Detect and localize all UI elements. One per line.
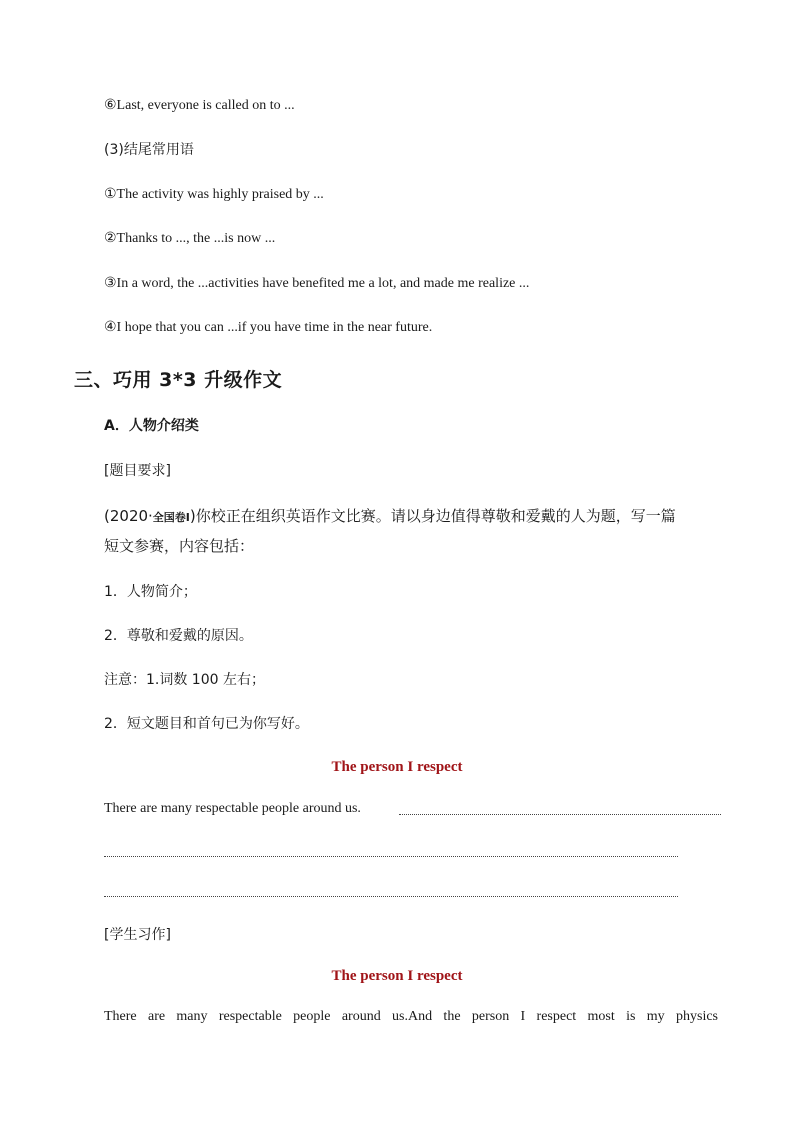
essay-title: The person I respect <box>331 759 463 775</box>
task-source-close: ) <box>189 507 196 525</box>
ending-header: (3)结尾常用语 <box>104 142 194 158</box>
ending-item-2: ②Thanks to ..., the ...is now ... <box>104 231 276 246</box>
list-item-6: ⑥Last, everyone is called on to ... <box>104 98 295 113</box>
requirement-label: [题目要求] <box>104 463 171 479</box>
task-note-1: 注意：1.词数 100 左右； <box>104 672 265 688</box>
task-prompt-first: 你校正在组织英语作文比赛。请以身边值得尊敬和爱戴的人为题，写一篇 <box>195 507 676 525</box>
student-essay-text: There are many respectable people around us.And the person I respect most is my physics <box>104 1009 718 1024</box>
essay-first-sentence: There are many respectable people around us. <box>104 801 361 816</box>
ending-item-4: ④I hope that you can ...if you have time in the near future. <box>104 320 433 335</box>
writing-line-1 <box>399 814 721 815</box>
task-item-2: 2．尊敬和爱戴的原因。 <box>104 628 253 644</box>
writing-line-2 <box>104 856 678 857</box>
task-item-1: 1．人物简介； <box>104 584 197 600</box>
ending-item-3: ③In a word, the ...activities have benefited me a lot, and made me realize ... <box>104 276 530 291</box>
task-source-open: (2020· <box>104 507 153 525</box>
task-note-2: 2．短文题目和首句已为你写好。 <box>104 716 309 732</box>
task-prompt-second: 短文参赛，内容包括： <box>104 537 255 555</box>
task-prompt <box>104 502 724 560</box>
student-label: [学生习作] <box>104 927 171 943</box>
section-heading: 三、巧用 3*3 升级作文 <box>74 369 283 391</box>
writing-line-3 <box>104 896 678 897</box>
subsection-a: A．人物介绍类 <box>104 418 199 434</box>
student-essay-title: The person I respect <box>331 968 463 984</box>
task-source-name: 全国卷Ⅰ <box>152 511 190 524</box>
ending-item-1: ①The activity was highly praised by ... <box>104 187 324 202</box>
